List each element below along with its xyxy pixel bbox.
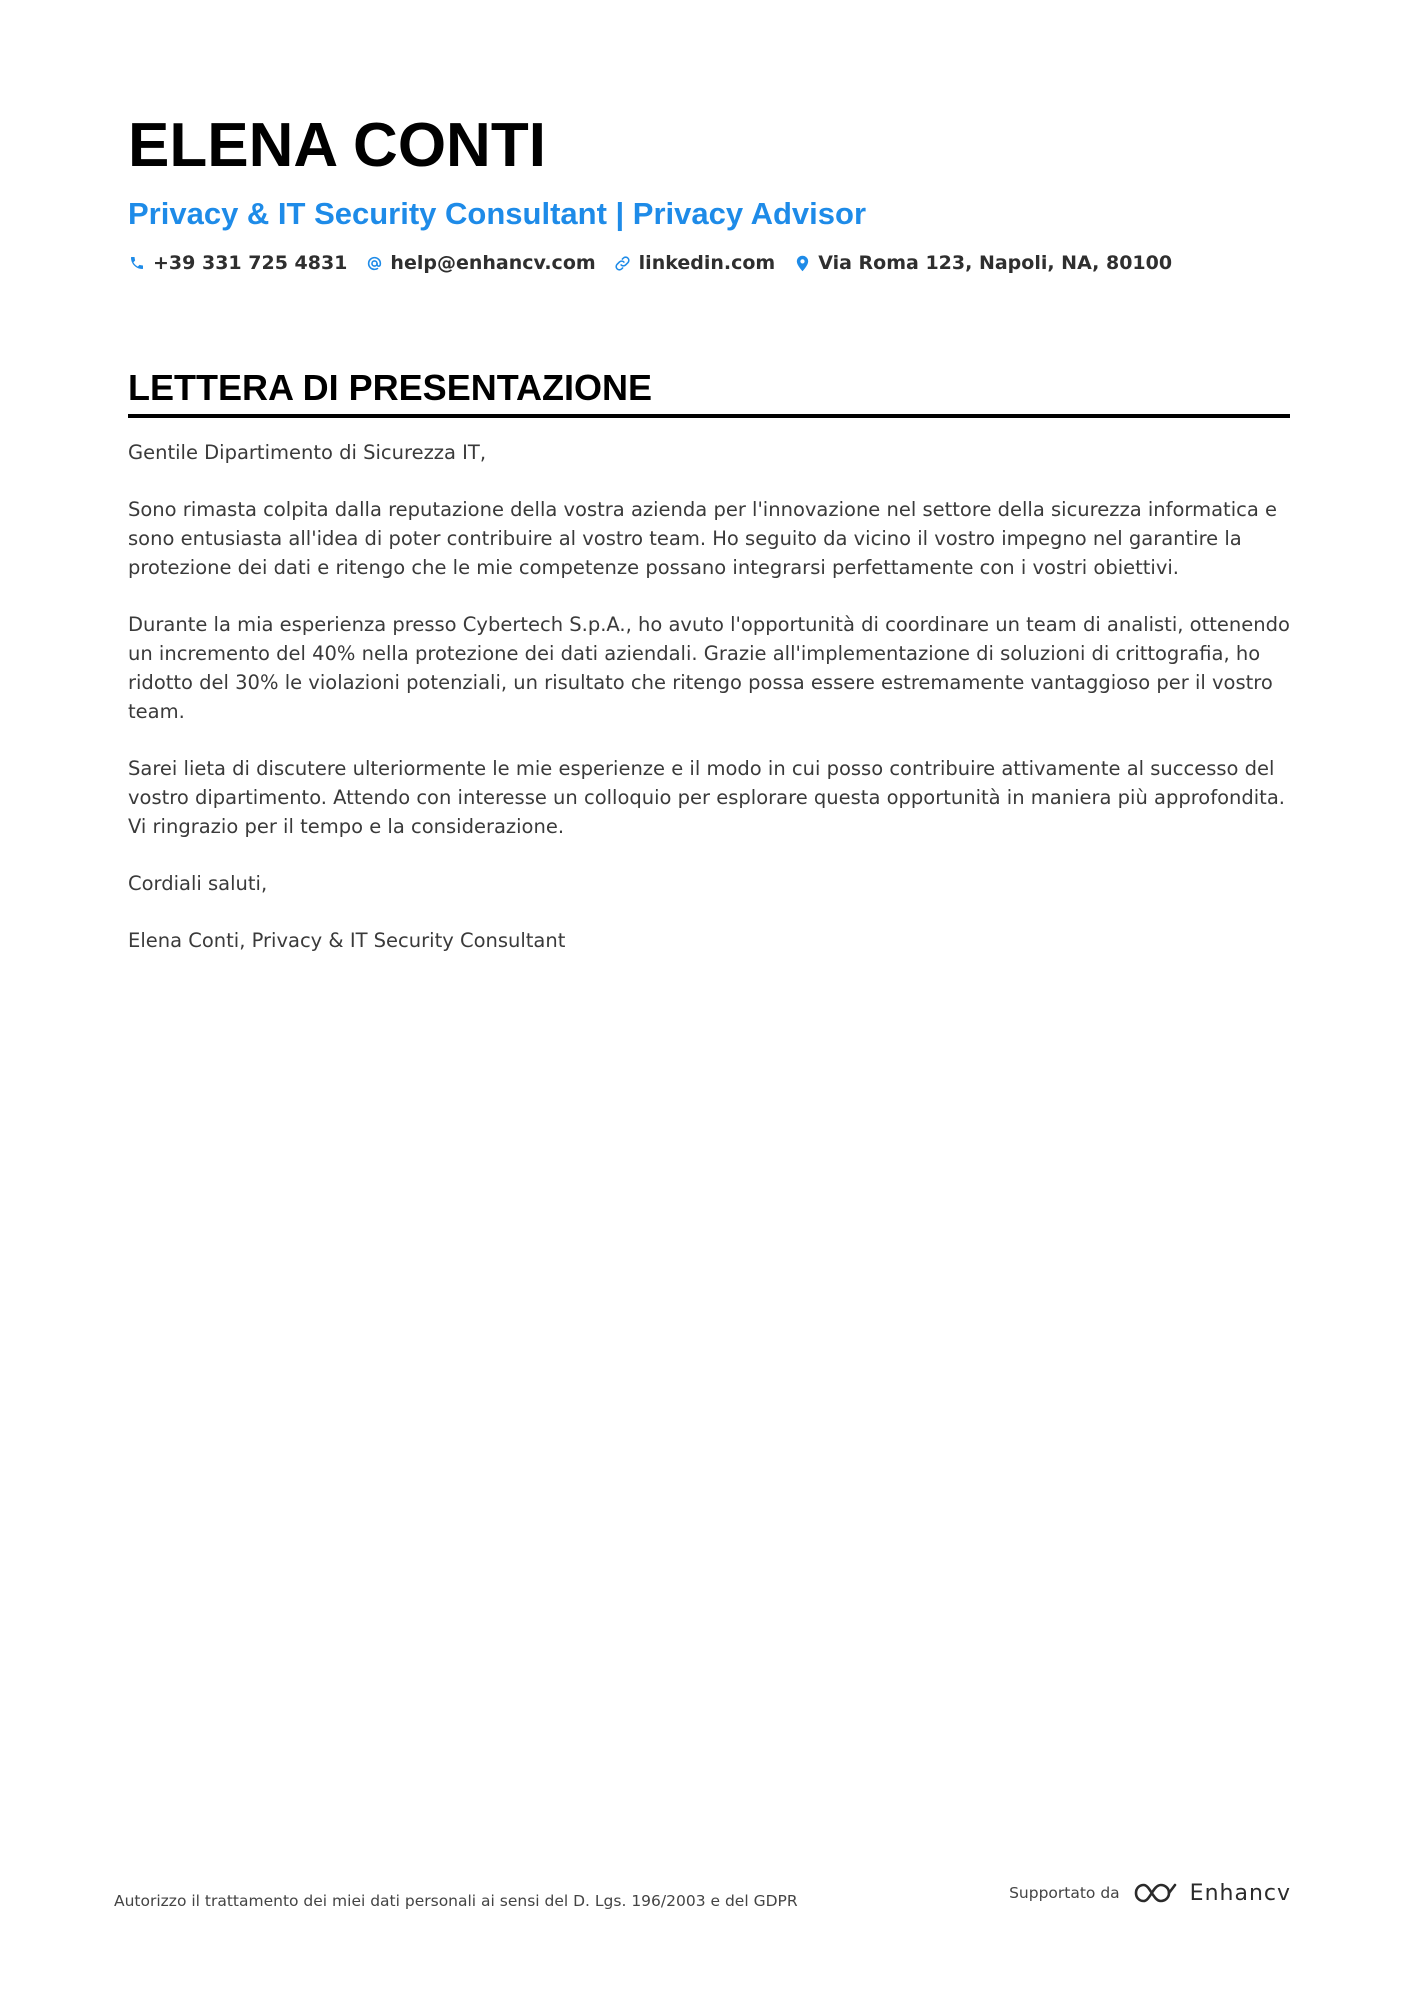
header	[128, 108, 1290, 274]
location-pin-icon	[793, 254, 811, 272]
brand-name: Enhancv	[1189, 1880, 1291, 1906]
powered-by-label: Supportato da	[1009, 1884, 1120, 1902]
at-icon	[365, 254, 383, 272]
letter-paragraph: Sono rimasta colpita dalla reputazione della vostra azienda per l'innovazione nel settore della sicurezza informatica e sono entusiasta all'idea di poter contribuire al vostro team. Ho seguito da vicino il vostro impegno nel garantire la protezione dei dati e ritengo che le mie competenze possano integrarsi perfettamente con i vostri obiettivi.	[128, 498, 1277, 579]
link-icon	[614, 254, 632, 272]
section-title: LETTERA DI PRESENTAZIONE	[128, 366, 1290, 418]
candidate-role: Privacy & IT Security Consultant | Privacy Advisor	[128, 196, 867, 231]
contact-address	[793, 252, 1172, 274]
phone-number: +39 331 725 4831	[153, 252, 348, 274]
contact-email	[365, 252, 595, 274]
letter-signature: Elena Conti, Privacy & IT Security Consultant	[128, 929, 566, 952]
contact-phone	[128, 252, 347, 274]
enhancv-logo-icon	[1132, 1880, 1178, 1906]
phone-icon	[128, 254, 146, 272]
contact-bar	[128, 252, 1290, 274]
linkedin-url: linkedin.com	[638, 252, 776, 274]
gdpr-consent-note: Autorizzo il trattamento dei miei dati personali ai sensi del D. Lgs. 196/2003 e del GDPR	[114, 1892, 798, 1910]
email-address: help@enhancv.com	[390, 252, 596, 274]
letter-body	[128, 438, 1290, 983]
postal-address: Via Roma 123, Napoli, NA, 80100	[818, 252, 1173, 274]
powered-by	[1009, 1880, 1291, 1906]
candidate-name: ELENA CONTI	[128, 111, 546, 180]
letter-paragraph: Sarei lieta di discutere ulteriormente le mie esperienze e il modo in cui posso contribuire attivamente al successo del vostro dipartimento. Attendo con interesse un colloquio per esplorare questa opportunità in maniera più approfondita. Vi ringrazio per il tempo e la considerazione.	[128, 757, 1285, 838]
contact-linkedin	[614, 252, 776, 274]
letter-closing: Cordiali saluti,	[128, 872, 268, 895]
letter-paragraph: Durante la mia esperienza presso Cybertech S.p.A., ho avuto l'opportunità di coordinare un team di analisti, ottenendo un incremento del 40% nella protezione dei dati aziendali. Grazie all'implementazione di soluzioni di crittografia, ho ridotto del 30% le violazioni potenziali, un risultato che ritengo possa essere estremamente vantaggioso per il vostro team.	[128, 613, 1290, 723]
letter-greeting: Gentile Dipartimento di Sicurezza IT,	[128, 441, 487, 464]
